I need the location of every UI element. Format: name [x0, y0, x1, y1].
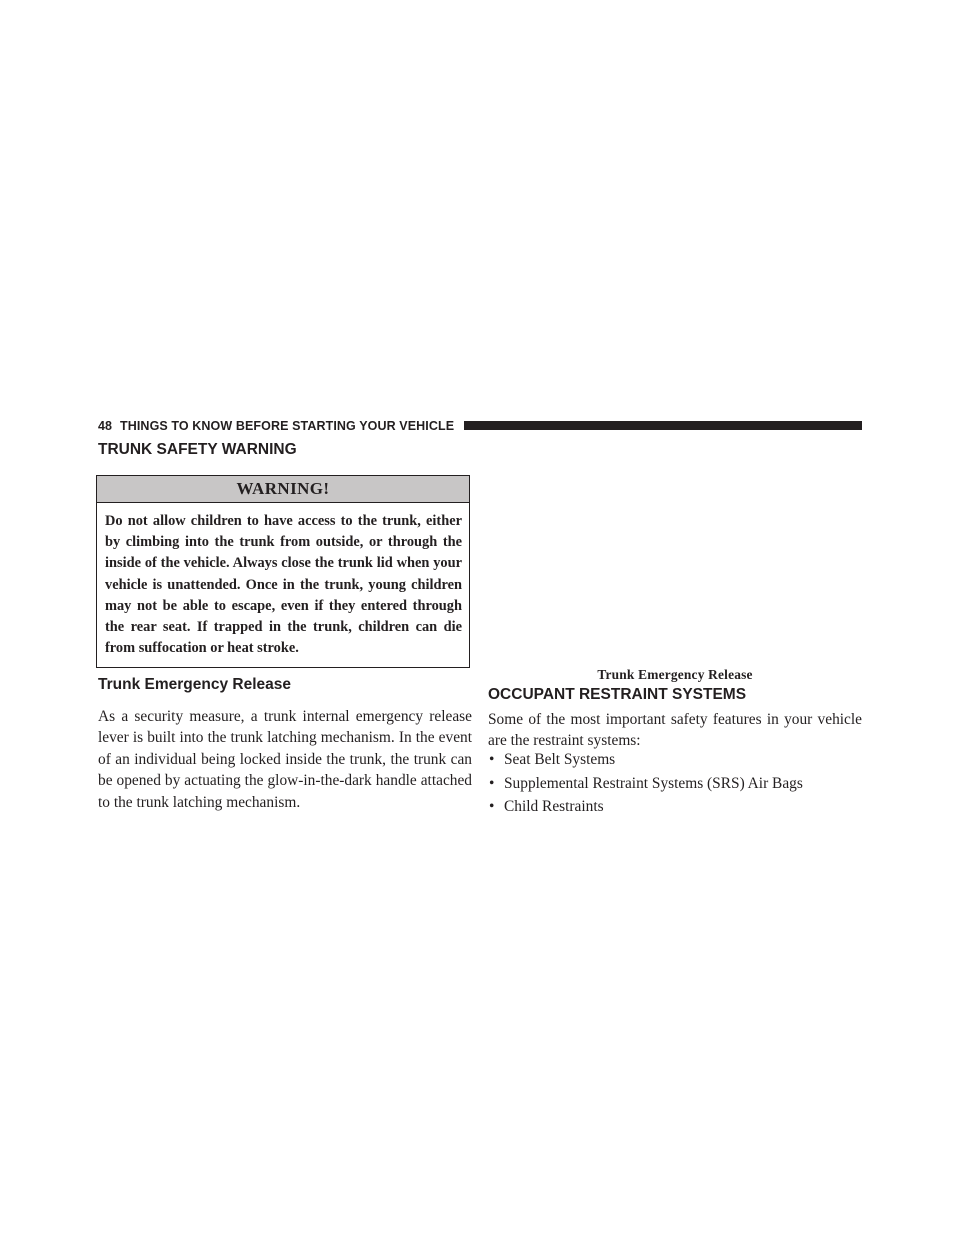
bullet-icon: • — [489, 774, 495, 792]
list-item — [488, 772, 868, 796]
restraint-intro-paragraph: Some of the most important safety features in your vehicle are the restraint systems: — [488, 711, 862, 750]
list-item-label: Seat Belt Systems — [504, 751, 616, 768]
list-item-label: Child Restraints — [504, 798, 604, 815]
warning-box — [96, 475, 470, 668]
restraint-list — [488, 748, 868, 819]
subsection-title-emergency-release: Trunk Emergency Release — [98, 676, 291, 693]
section-title-occupant-restraint: OCCUPANT RESTRAINT SYSTEMS — [488, 686, 747, 703]
page-number: 48 — [98, 419, 112, 433]
bullet-icon: • — [489, 798, 495, 815]
warning-text: Do not allow children to have access to the trunk, either by climbing into the trunk from outside, or through the inside of the vehicle. Always close the trunk lid when your vehicle is unattended. Once in the trunk, young children may not be able to escape, even if they entered through the rear seat. If trapped in the trunk, children can die from suffocation or heat stroke. — [105, 513, 462, 657]
running-header — [98, 418, 862, 436]
list-item-label: Supplemental Restraint Systems (SRS) Air Bags — [504, 774, 803, 792]
list-item — [488, 748, 868, 772]
figure-caption: Trunk Emergency Release — [597, 667, 753, 682]
emergency-release-paragraph: As a security measure, a trunk internal emergency release lever is built into the trunk latching mechanism. In the event of an individual being locked inside the trunk, the trunk can be opened by actuating the glow-in-the-dark handle attached to the trunk latching mechanism. — [98, 708, 472, 811]
chapter-title: THINGS TO KNOW BEFORE STARTING YOUR VEHICLE — [120, 419, 455, 433]
section-title-trunk-safety: TRUNK SAFETY WARNING — [98, 441, 297, 458]
header-rule — [464, 421, 862, 430]
trunk-release-figure — [488, 474, 862, 662]
bullet-icon: • — [489, 751, 495, 768]
warning-heading: WARNING! — [97, 476, 469, 503]
list-item — [488, 795, 868, 819]
